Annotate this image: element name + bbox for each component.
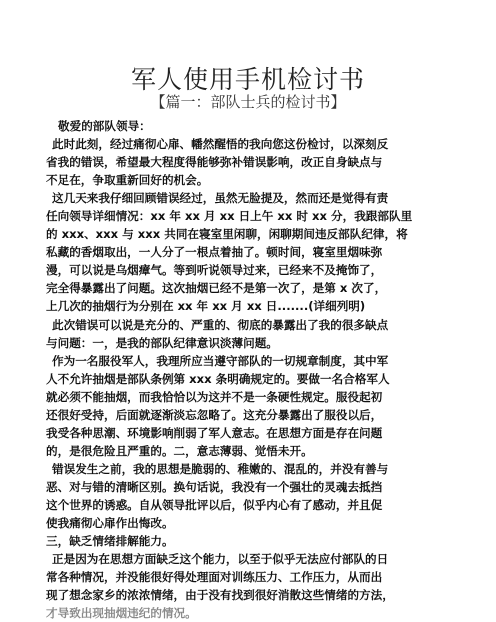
body-line: 敬爱的部队领导： <box>58 119 151 133</box>
body-line: 正是因为在思想方面缺乏这个能力，以至于似乎无法应付部队的日 <box>52 552 389 567</box>
body-line: 不足在，争取重新回好的机会。 <box>46 173 209 188</box>
body-line: 与问题：一，是我的部队纪律意识淡薄问题。 <box>46 335 278 350</box>
document-title: 军人使用手机检讨书 <box>130 65 365 94</box>
body-line: 这几天来我仔细回顾错误经过，虽然无脸提及，然而还是觉得有责 <box>52 191 389 206</box>
body-line: 错误发生之前，我的思想是脆弱的、稚嫩的、混乱的，并没有善与 <box>52 461 389 476</box>
body-line: 私藏的香烟取出，一人分了一根点着抽了。顿时间，寝室里烟味弥 <box>46 245 383 260</box>
body-line: 现了想念家乡的浓浓情绪，由于没有找到很好消散这些情绪的方法， <box>46 588 394 603</box>
body-line: 任向领导详细情况：xx 年 xx 月 xx 日上午 xx 时 xx 分，我跟部队里 <box>46 209 413 224</box>
body-line: 的，是很危险且严重的。二，意志薄弱、觉悟未开。 <box>46 443 313 458</box>
body-line: 才导致出现抽烟违纪的情况。 <box>46 606 197 621</box>
body-line: 此次错误可以说是充分的、严重的、彻底的暴露出了我的很多缺点 <box>52 317 389 332</box>
body-line: 完全得暴露出了问题。这次抽烟已经不是第一次了，是第 x 次了， <box>46 281 387 296</box>
body-line: 省我的错误，希望最大程度得能够弥补错误影响，改正自身缺点与 <box>46 155 383 170</box>
body-line: 还很好受持，后面就逐渐淡忘忽略了。这充分暴露出了服役以后， <box>46 407 383 422</box>
document-subtitle: 【篇一：部队士兵的检讨书】 <box>150 93 346 111</box>
body-line: 就必须不能抽烟，而我恰恰以为这并不是一条硬性规定。服役起初 <box>46 389 383 404</box>
body-line: 的 xxx、xxx 与 xxx 共同在寝室里闲聊，闲聊期间违反部队纪律，将 <box>46 227 408 242</box>
body-line: 使我痛彻心扉作出悔改。 <box>46 516 174 531</box>
document-body <box>46 117 456 622</box>
body-line: 常各种情况，并没能很好得处理面对训练压力、工作压力，从而出 <box>46 570 383 585</box>
body-line: 上几次的抽烟行为分别在 xx 年 xx 月 xx 日.......(详细列明) <box>46 299 366 314</box>
body-line: 三，缺乏情绪排解能力。 <box>46 534 174 549</box>
body-line: 漫，可以说是乌烟瘴气。等到听说领导过来，已经来不及掩饰了， <box>46 263 383 278</box>
body-line: 这个世界的诱惑。自从领导批评以后，似乎内心有了感动，并且促 <box>46 497 383 512</box>
body-line: 此时此刻，经过痛彻心扉、幡然醒悟的我向您这份检讨，以深刻反 <box>52 137 389 152</box>
body-line: 作为一名服役军人，我理所应当遵守部队的一切规章制度，其中军 <box>52 353 389 368</box>
body-line: 我受各种思潮、环境影响削弱了军人意志。在思想方面是存在问题 <box>46 425 383 440</box>
body-line: 人不允许抽烟是部队条例第 xxx 条明确规定的。要做一名合格军人 <box>46 371 390 386</box>
body-line: 恶、对与错的清晰区别。换句话说，我没有一个强壮的灵魂去抵挡 <box>46 479 383 494</box>
